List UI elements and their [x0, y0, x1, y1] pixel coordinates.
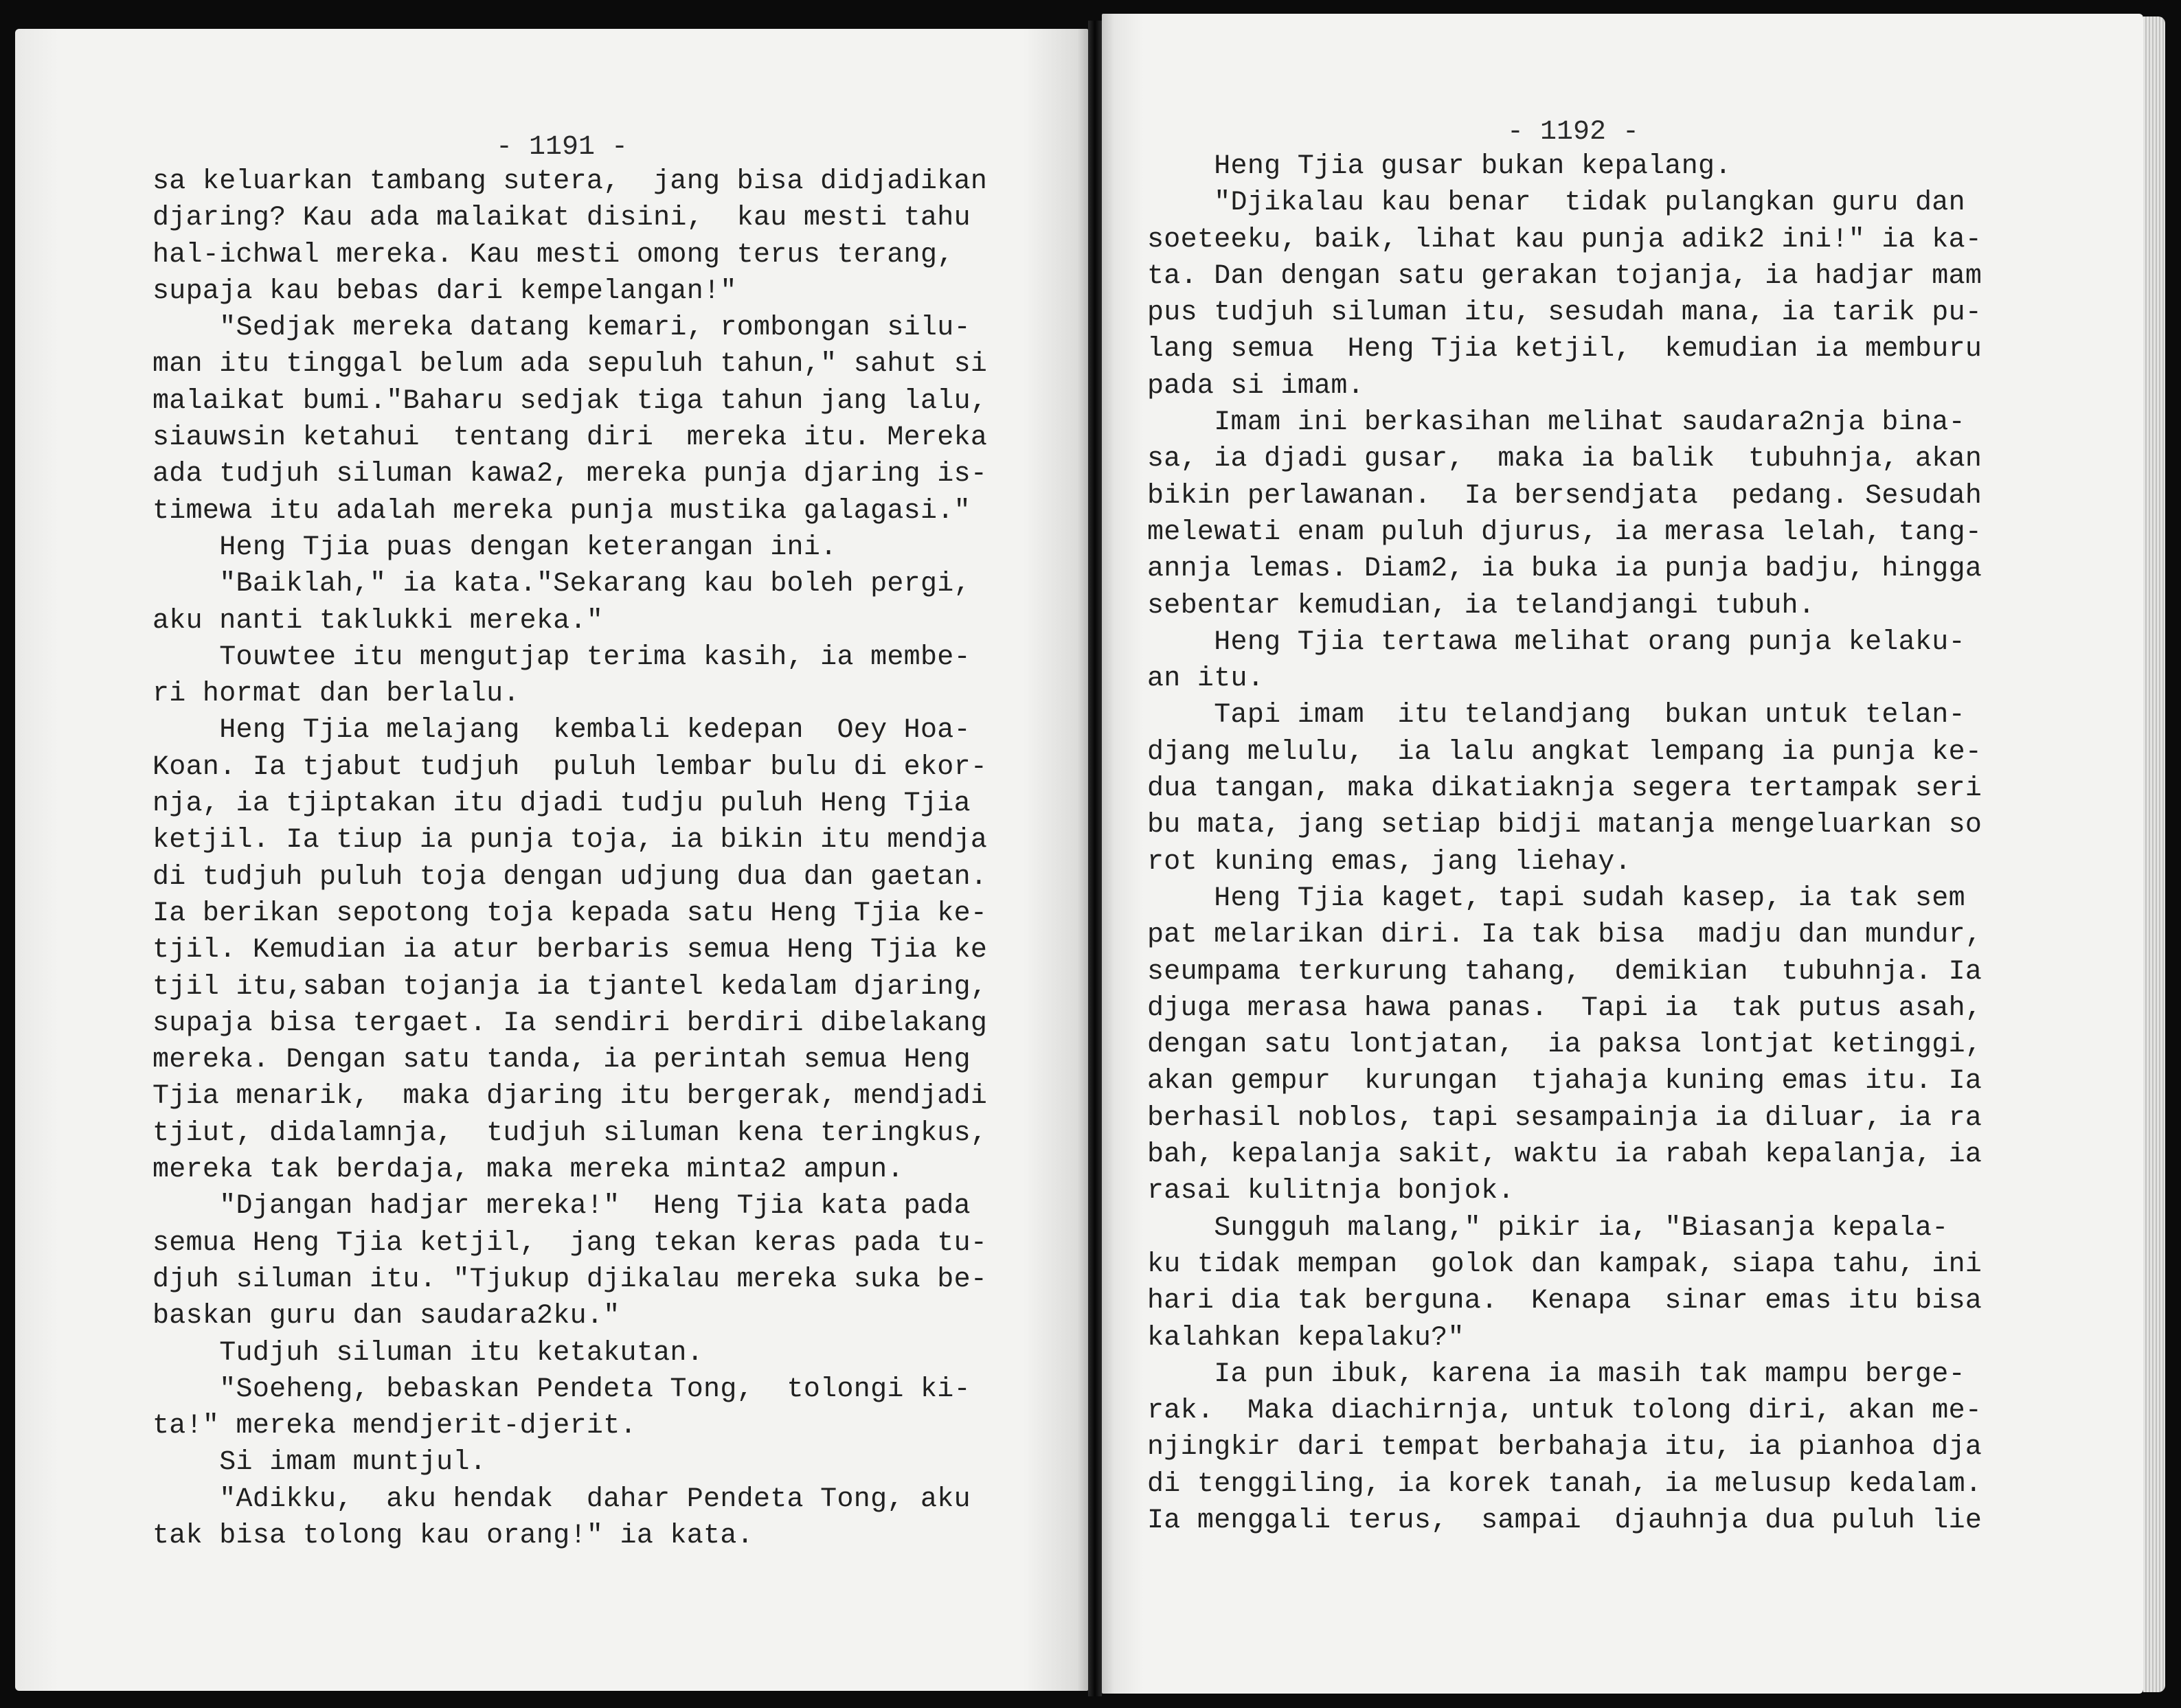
text-line: Tapi imam itu telandjang bukan untuk telan- [1147, 700, 1965, 731]
text-line: bu mata, jang setiap bidji matanja mengeluarkan so [1147, 810, 1982, 841]
text-line: annja lemas. Diam2, ia buka ia punja badju, hingga [1147, 554, 1982, 585]
text-line: ketjil. Ia tiup ia punja toja, ia bikin itu mendja [152, 825, 988, 856]
text-line: hal-ichwal mereka. Kau mesti omong terus terang, [152, 239, 954, 271]
text-line: man itu tinggal belum ada sepuluh tahun," sahut si [152, 349, 988, 380]
text-line: ta!" mereka mendjerit-djerit. [152, 1411, 637, 1442]
text-line: siauwsin ketahui tentang diri mereka itu. Mereka [152, 422, 988, 454]
text-line: Si imam muntjul. [152, 1447, 487, 1479]
text-line: "Soeheng, bebaskan Pendeta Tong, tolongi ki- [152, 1374, 971, 1405]
text-line: Touwtee itu mengutjap terima kasih, ia membe- [152, 641, 971, 673]
left-page-text [152, 163, 987, 1554]
text-line: soeteeku, baik, lihat kau punja adik2 ini!" ia ka- [1147, 224, 1982, 255]
text-line: "Adikku, aku hendak dahar Pendeta Tong, aku [152, 1483, 971, 1515]
text-line: pat melarikan diri. Ia tak bisa madju dan mundur, [1147, 920, 1982, 951]
text-line: sa keluarkan tambang sutera, jang bisa didjadikan [152, 166, 988, 197]
text-line: Heng Tjia puas dengan keterangan ini. [152, 532, 837, 563]
page-number-1192: - 1192 - [1507, 117, 1640, 148]
text-line: timewa itu adalah mereka punja mustika galagasi." [152, 495, 971, 527]
text-line: semua Heng Tjia ketjil, jang tekan keras pada tu- [152, 1227, 988, 1259]
text-line: tjil itu,saban tojanja ia tjantel kedalam djaring, [152, 971, 988, 1003]
text-line: djaring? Kau ada malaikat disini, kau mesti tahu [152, 203, 971, 234]
text-line: tjiut, didalamnja, tudjuh siluman kena teringkus, [152, 1117, 988, 1149]
text-line: sebentar kemudian, ia telandjangi tubuh. [1147, 590, 1816, 622]
text-line: melewati enam puluh djurus, ia merasa lelah, tang- [1147, 516, 1982, 548]
text-line: "Sedjak mereka datang kemari, rombongan silu- [152, 312, 971, 344]
text-line: supaja kau bebas dari kempelangan!" [152, 275, 737, 307]
right-page [1102, 14, 2143, 1694]
text-line: supaja bisa tergaet. Ia sendiri berdiri dibelakang [152, 1007, 988, 1039]
text-line: ada tudjuh siluman kawa2, mereka punja djaring is- [152, 459, 988, 490]
text-line: Tjia menarik, maka djaring itu bergerak, mendjadi [152, 1081, 988, 1113]
text-line: njingkir dari tempat berbahaja itu, ia pianhoa dja [1147, 1432, 1982, 1464]
text-line: tak bisa tolong kau orang!" ia kata. [152, 1520, 754, 1551]
text-line: kalahkan kepalaku?" [1147, 1322, 1465, 1354]
text-line: djuga merasa hawa panas. Tapi ia tak putus asah, [1147, 992, 1982, 1024]
book-gutter [1088, 21, 1102, 1696]
text-line: Heng Tjia melajang kembali kedepan Oey Hoa- [152, 715, 971, 747]
page-stack-edges [2143, 16, 2165, 1692]
text-line: Heng Tjia tertawa melihat orang punja kelaku- [1147, 626, 1965, 658]
text-line: sa, ia djadi gusar, maka ia balik tubuhnja, akan [1147, 444, 1982, 475]
text-line: rasai kulitnja bonjok. [1147, 1176, 1515, 1207]
text-line: rot kuning emas, jang liehay. [1147, 846, 1631, 878]
text-line: Ia berikan sepotong toja kepada satu Heng Tjia ke- [152, 898, 988, 929]
text-line: pada si imam. [1147, 370, 1364, 402]
text-line: aku nanti taklukki mereka." [152, 605, 604, 637]
text-line: Imam ini berkasihan melihat saudara2nja bina- [1147, 407, 1965, 439]
text-line: Heng Tjia kaget, tapi sudah kasep, ia tak sem [1147, 883, 1965, 914]
text-line: lang semua Heng Tjia ketjil, kemudian ia memburu [1147, 334, 1982, 365]
text-line: seumpama terkurung tahang, demikian tubuhnja. Ia [1147, 956, 1982, 988]
text-line: mereka tak berdaja, maka mereka minta2 ampun. [152, 1154, 904, 1186]
text-line: djuh siluman itu. "Tjukup djikalau mereka suka be- [152, 1264, 988, 1295]
text-line: ri hormat dan berlalu. [152, 679, 520, 710]
text-line: rak. Maka diachirnja, untuk tolong diri, akan me- [1147, 1396, 1982, 1427]
right-page-text [1147, 148, 1982, 1539]
text-line: "Baiklah," ia kata."Sekarang kau boleh pergi, [152, 569, 971, 600]
text-line: akan gempur kurungan tjahaja kuning emas itu. Ia [1147, 1066, 1982, 1097]
text-line: "Djangan hadjar mereka!" Heng Tjia kata pada [152, 1191, 971, 1222]
text-line: Sungguh malang," pikir ia, "Biasanja kepala- [1147, 1212, 1949, 1244]
text-line: dua tangan, maka dikatiaknja segera tertampak seri [1147, 773, 1982, 805]
text-line: bikin perlawanan. Ia bersendjata pedang. Sesudah [1147, 480, 1982, 512]
page-number-1191: - 1191 - [496, 132, 629, 163]
text-line: Ia pun ibuk, karena ia masih tak mampu berge- [1147, 1358, 1965, 1390]
text-line: di tudjuh puluh toja dengan udjung dua dan gaetan. [152, 861, 988, 893]
text-line: bah, kepalanja sakit, waktu ia rabah kepalanja, ia [1147, 1139, 1982, 1171]
text-line: baskan guru dan saudara2ku." [152, 1301, 620, 1332]
text-line: "Djikalau kau benar tidak pulangkan guru dan [1147, 187, 1965, 219]
text-line: Koan. Ia tjabut tudjuh puluh lembar bulu di ekor- [152, 751, 988, 783]
text-line: di tenggiling, ia korek tanah, ia melusup kedalam. [1147, 1468, 1982, 1500]
text-line: dengan satu lontjatan, ia paksa lontjat ketinggi, [1147, 1029, 1982, 1061]
text-line: Heng Tjia gusar bukan kepalang. [1147, 151, 1732, 182]
text-line: Ia menggali terus, sampai djauhnja dua puluh lie [1147, 1505, 1982, 1536]
text-line: malaikat bumi."Baharu sedjak tiga tahun jang lalu, [152, 385, 988, 417]
text-line: ku tidak mempan golok dan kampak, siapa tahu, ini [1147, 1249, 1982, 1280]
text-line: mereka. Dengan satu tanda, ia perintah semua Heng [152, 1045, 971, 1076]
text-line: nja, ia tjiptakan itu djadi tudju puluh Heng Tjia [152, 788, 971, 820]
text-line: tjil. Kemudian ia atur berbaris semua Heng Tjia ke [152, 935, 988, 966]
text-line: hari dia tak berguna. Kenapa sinar emas itu bisa [1147, 1286, 1982, 1317]
text-line: an itu. [1147, 663, 1265, 695]
text-line: ta. Dan dengan satu gerakan tojanja, ia hadjar mam [1147, 260, 1982, 292]
text-line: djang melulu, ia lalu angkat lempang ia punja ke- [1147, 736, 1982, 768]
text-line: berhasil noblos, tapi sesampainja ia diluar, ia ra [1147, 1102, 1982, 1134]
text-line: Tudjuh siluman itu ketakutan. [152, 1337, 704, 1369]
left-page [15, 29, 1088, 1691]
text-line: pus tudjuh siluman itu, sesudah mana, ia tarik pu- [1147, 297, 1982, 329]
